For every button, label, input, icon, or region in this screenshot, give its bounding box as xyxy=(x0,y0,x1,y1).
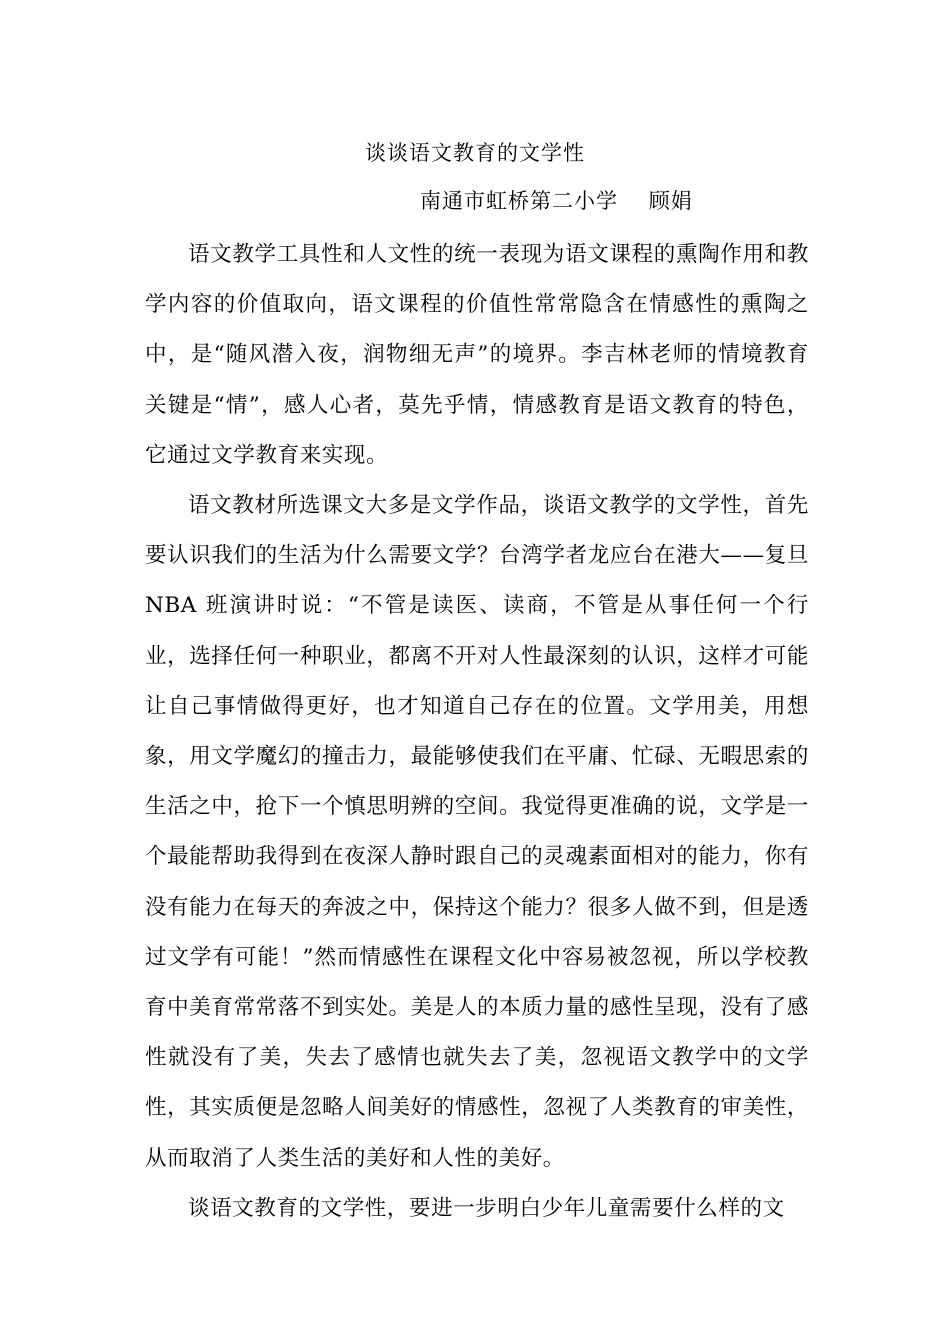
paragraph: 语文教材所选课文大多是文学作品，谈语文教学的文学性，首先要认识我们的生活为什么需要文学？台湾学者龙应台在港大——复旦 NBA 班演讲时说：“不管是读医、读商，不管是从事任何一个行业，选择任何一种职业，都离不开对人性最深刻的认识，这样才可能让自己事情做得更好，也才知道自己存在的位置。文学用美，用想象，用文学魔幻的撞击力，最能够使我们在平庸、忙碌、无暇思索的生活之中，抢下一个慎思明辨的空间。我觉得更准确的说，文学是一个最能帮助我得到在夜深人静时跟自己的灵魂素面相对的能力，你有没有能力在每天的奔波之中，保持这个能力？很多人做不到，但是透过文学有可能！”然而情感性在课程文化中容易被忽视，所以学校教育中美育常常落不到实处。美是人的本质力量的感性呈现，没有了感性就没有了美，失去了感情也就失去了美，忽视语文教学中的文学性，其实质便是忽略人间美好的情感性，忽视了人类教育的审美性，从而取消了人类生活的美好和人性的美好。 xyxy=(145,493,809,1171)
author-line: 南通市虹桥第二小学 顾娟 xyxy=(420,189,693,213)
document-body xyxy=(145,230,809,1234)
paragraph: 谈语文教育的文学性，要进一步明白少年儿童需要什么样的文 xyxy=(188,1195,785,1221)
paragraph: 语文教学工具性和人文性的统一表现为语文课程的熏陶作用和教学内容的价值取向，语文课程的价值性常常隐含在情感性的熏陶之中，是“随风潜入夜，润物细无声”的境界。李吉林老师的情境教育关键是“情”，感人心者，莫先乎情，情感教育是语文教育的特色，它通过文学教育来实现。 xyxy=(145,242,809,468)
document-title: 谈谈语文教育的文学性 xyxy=(365,141,585,165)
